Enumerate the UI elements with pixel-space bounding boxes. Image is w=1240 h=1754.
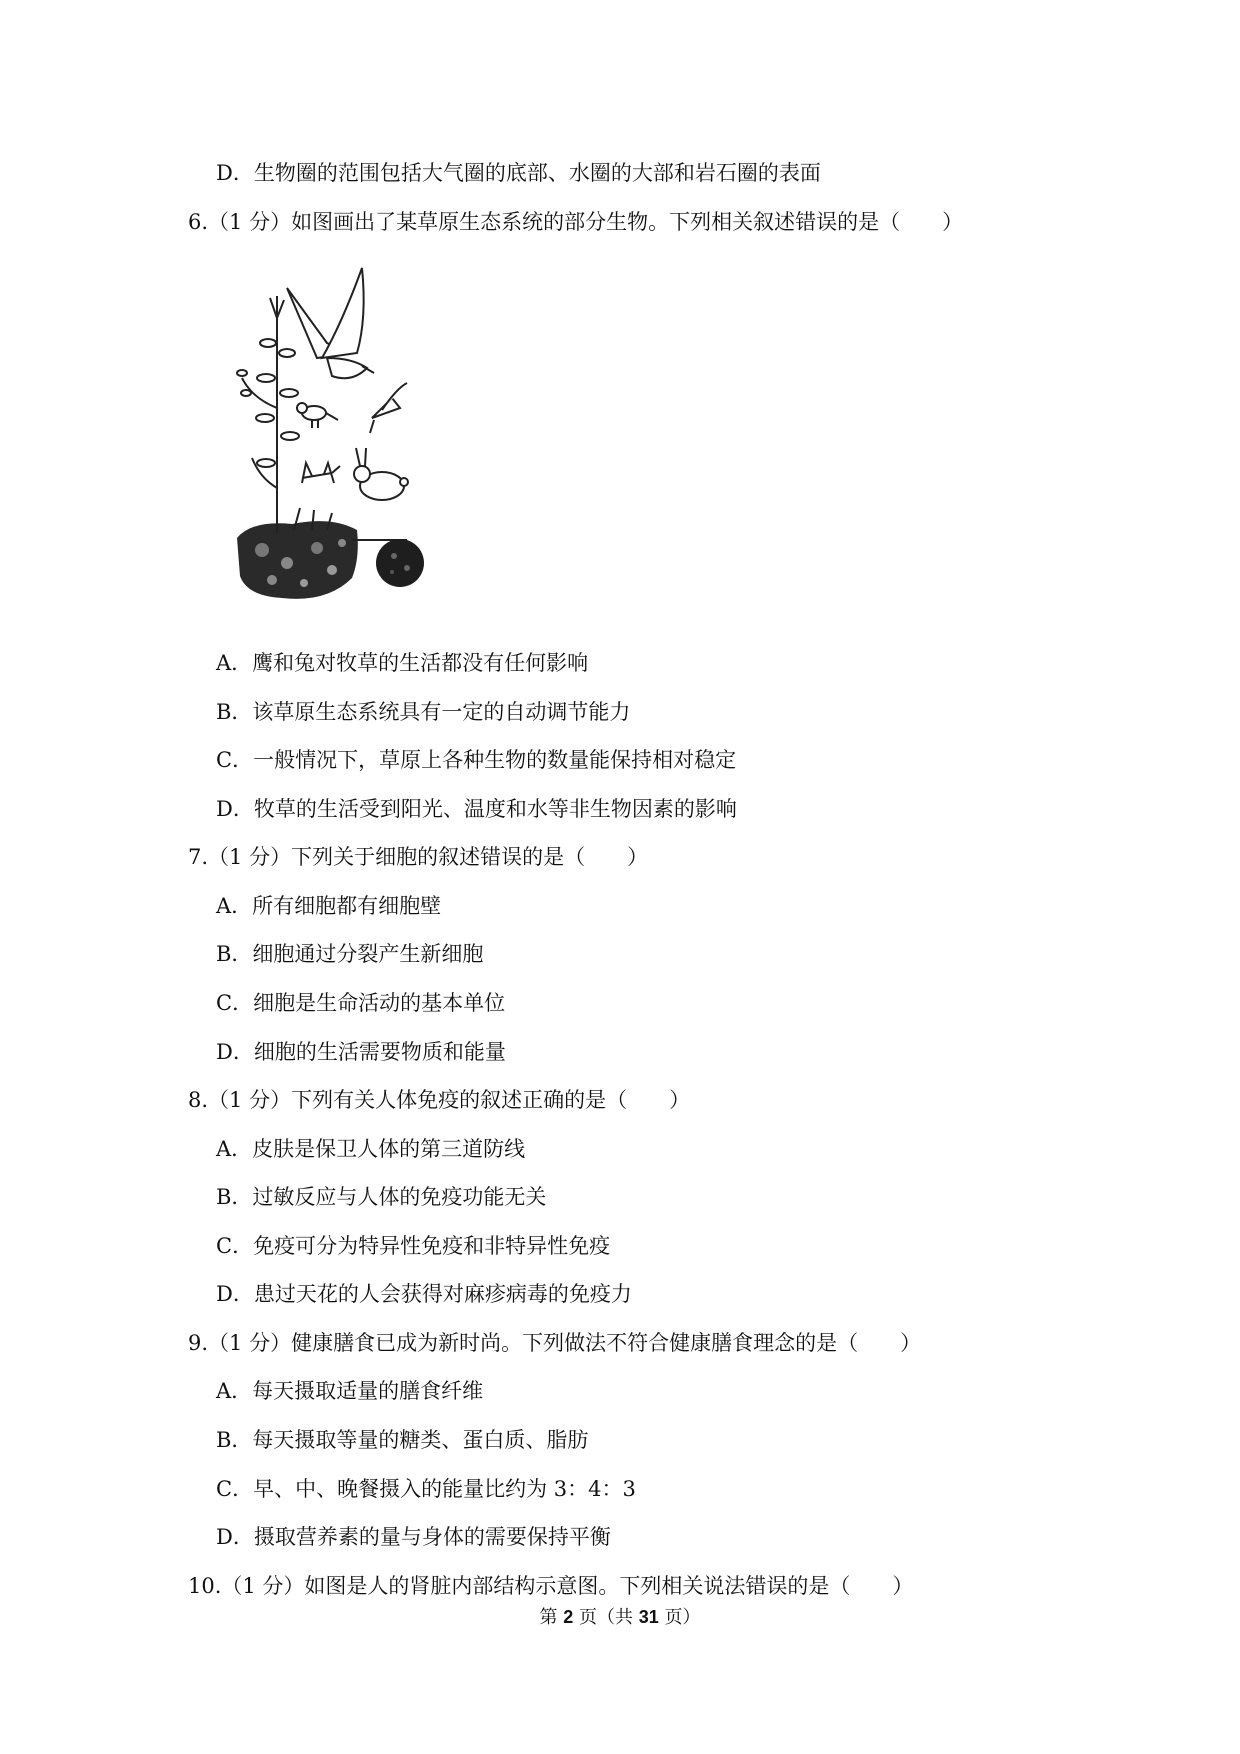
question-8-stem: 8.（1 分）下列有关人体免疫的叙述正确的是（ ） (188, 1088, 691, 1112)
q9-option-b: B．每天摄取等量的糖类、蛋白质、脂肪 (216, 1428, 589, 1452)
page-number: 2 (563, 1607, 574, 1627)
q7-option-d: D．细胞的生活需要物质和能量 (216, 1040, 506, 1064)
q7-option-a: A．所有细胞都有细胞壁 (216, 894, 442, 918)
q5-option-d: D．生物圈的范围包括大气圈的底部、水圈的大部和岩石圈的表面 (216, 161, 821, 185)
question-7-stem: 7.（1 分）下列关于细胞的叙述错误的是（ ） (188, 845, 649, 869)
page-footer: 第 2 页（共 31 页） (539, 1607, 701, 1628)
q7-option-c: C．细胞是生命活动的基本单位 (216, 991, 506, 1015)
q6-option-b: B．该草原生态系统具有一定的自动调节能力 (216, 700, 631, 724)
question-9-stem: 9.（1 分）健康膳食已成为新时尚。下列做法不符合健康膳食理念的是（ ） (188, 1331, 922, 1355)
q8-option-b: B．过敏反应与人体的免疫功能无关 (216, 1185, 547, 1209)
q9-option-a: A．每天摄取适量的膳食纤维 (216, 1379, 484, 1403)
q9-option-d: D．摄取营养素的量与身体的需要保持平衡 (216, 1525, 611, 1549)
q8-option-c: C．免疫可分为特异性免疫和非特异性免疫 (216, 1234, 611, 1258)
rabbit-icon (354, 448, 408, 500)
q6-option-a: A．鹰和兔对牧草的生活都没有任何影响 (216, 651, 589, 675)
sparrow-right-icon (370, 383, 407, 433)
grasshopper-icon (302, 463, 340, 483)
q9-option-c: C．早、中、晚餐摄入的能量比约为 3：4：3 (216, 1477, 636, 1501)
page-total: 31 (638, 1607, 659, 1627)
q8-option-d: D．患过天花的人会获得对麻疹病毒的免疫力 (216, 1282, 632, 1306)
grassland-ecosystem-figure (232, 258, 452, 624)
soil-clump-icon (237, 521, 358, 599)
q6-option-d: D．牧草的生活受到阳光、温度和水等非生物因素的影响 (216, 797, 737, 821)
q8-option-a: A．皮肤是保卫人体的第三道防线 (216, 1137, 526, 1161)
q7-option-b: B．细胞通过分裂产生新细胞 (216, 942, 484, 966)
question-10-stem: 10.（1 分）如图是人的肾脏内部结构示意图。下列相关说法错误的是（ ） (188, 1574, 914, 1598)
q6-option-c: C．一般情况下，草原上各种生物的数量能保持相对稳定 (216, 748, 737, 772)
decomposer-ball-icon (376, 539, 424, 587)
question-6-stem: 6.（1 分）如图画出了某草原生态系统的部分生物。下列相关叙述错误的是（ ） (188, 210, 964, 234)
hawk-icon (287, 268, 374, 378)
sparrow-left-icon (297, 403, 338, 428)
